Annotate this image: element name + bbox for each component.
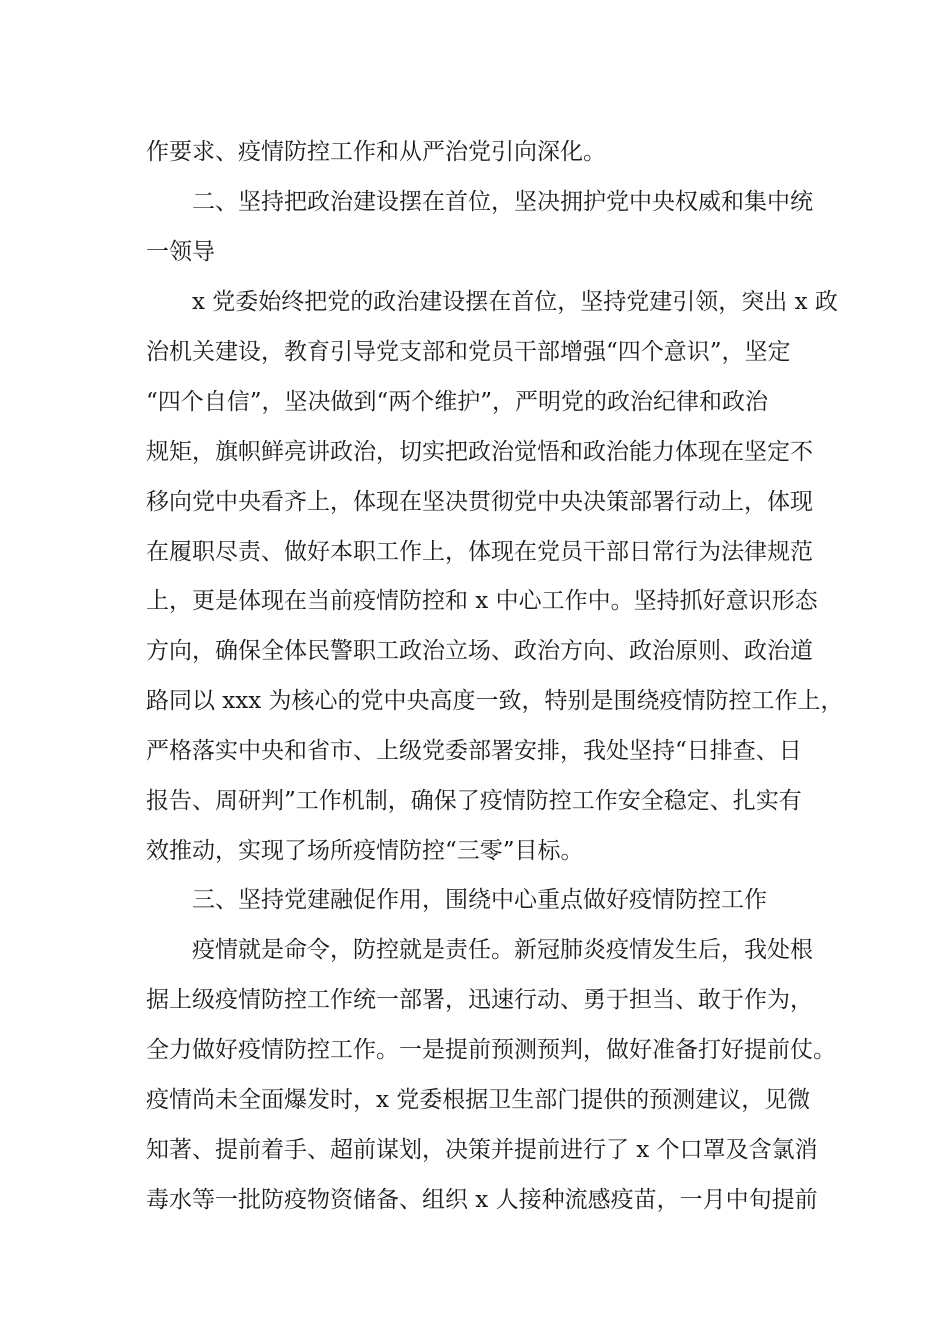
body-text-line: 路同以 xxx 为核心的党中央高度一致，特别是围绕疫情防控工作上， <box>146 688 844 714</box>
body-text-line: 疫情尚未全面爆发时，x 党委根据卫生部门提供的预测建议，见微 <box>146 1087 811 1113</box>
body-text-line: 严格落实中央和省市、上级党委部署安排，我处坚持“日排查、日 <box>146 738 802 764</box>
body-text-line: 规矩，旗帜鲜亮讲政治，切实把政治觉悟和政治能力体现在坚定不 <box>146 439 813 465</box>
body-text-line: 上，更是体现在当前疫情防控和 x 中心工作中。坚持抓好意识形态 <box>146 588 818 614</box>
body-text-line: 全力做好疫情防控工作。一是提前预测预判，做好准备打好提前仗。 <box>146 1037 836 1063</box>
body-text-line: 治机关建设，教育引导党支部和党员干部增强“四个意识”，坚定 <box>146 339 791 365</box>
body-text-line: 报告、周研判”工作机制，确保了疫情防控工作安全稳定、扎实有 <box>146 788 802 814</box>
body-text-line: 知著、提前着手、超前谋划，决策并提前进行了 x 个口罩及含氯消 <box>146 1137 818 1163</box>
body-text-line: “四个自信”，坚决做到“两个维护”，严明党的政治纪律和政治 <box>146 389 769 415</box>
body-text-line: x 党委始终把党的政治建设摆在首位，坚持党建引领，突出 x 政 <box>192 289 838 315</box>
body-text-line: 据上级疫情防控工作统一部署，迅速行动、勇于担当、敢于作为， <box>146 987 813 1013</box>
section-heading-line: 一领导 <box>146 239 215 265</box>
body-text-line: 移向党中央看齐上，体现在坚决贯彻党中央决策部署行动上，体现 <box>146 489 813 515</box>
body-text-line: 效推动，实现了场所疫情防控“三零”目标。 <box>146 838 584 864</box>
body-text-line: 疫情就是命令，防控就是责任。新冠肺炎疫情发生后，我处根 <box>192 937 813 963</box>
section-heading-line: 三、坚持党建融促作用，围绕中心重点做好疫情防控工作 <box>192 887 767 913</box>
section-heading-line: 二、坚持把政治建设摆在首位，坚决拥护党中央权威和集中统 <box>192 189 813 215</box>
body-text-line: 在履职尽责、做好本职工作上，体现在党员干部日常行为法律规范 <box>146 539 813 565</box>
body-text-line: 作要求、疫情防控工作和从严治党引向深化。 <box>146 139 606 165</box>
body-text-line: 毒水等一批防疫物资储备、组织 x 人接种流感疫苗，一月中旬提前 <box>146 1187 818 1213</box>
body-text-line: 方向，确保全体民警职工政治立场、政治方向、政治原则、政治道 <box>146 638 813 664</box>
